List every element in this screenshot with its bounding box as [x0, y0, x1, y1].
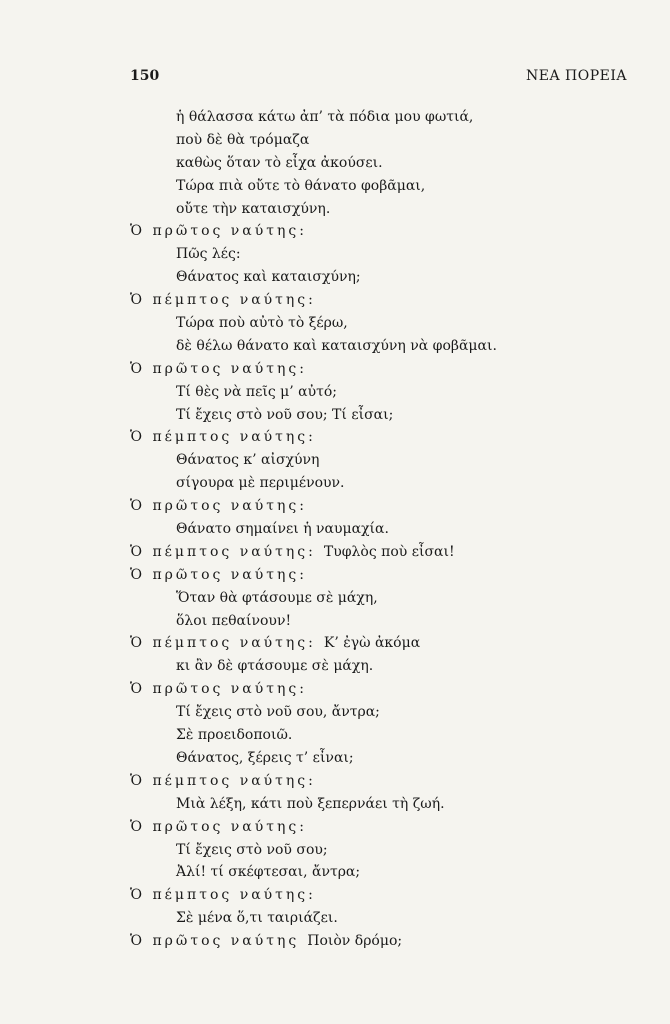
- speaker-line: [130, 289, 627, 312]
- page-number: 150: [130, 68, 160, 84]
- verse-line: Ὅταν θὰ φτάσουμε σὲ μάχη,: [176, 589, 378, 606]
- inline-speech: Τυφλὸς ποὺ εἶσαι!: [323, 543, 455, 560]
- verse-line: Τί ἔχεις στὸ νοῦ σου, ἄντρα;: [176, 704, 380, 721]
- speaker-name: Ὁ πρῶτος ναύτης: [130, 933, 300, 950]
- speaker-line: [130, 816, 627, 839]
- speaker-line: [130, 632, 627, 655]
- speaker-name: Ὁ πέμπτος ναύτης:: [130, 292, 316, 309]
- verse-line: Τί ἔχεις στὸ νοῦ σου; Τί εἶσαι;: [176, 406, 394, 423]
- verse-line: Θάνατος, ξέρεις τ’ εἶναι;: [176, 749, 354, 766]
- speaker-line: [130, 426, 627, 449]
- speaker-name: Ὁ πέμπτος ναύτης:: [130, 429, 316, 446]
- speaker-line: [130, 770, 627, 793]
- verse-line: ἡ θάλασσα κάτω ἀπ’ τὰ πόδια μου φωτιά,: [176, 109, 474, 125]
- speaker-line: [130, 541, 627, 564]
- speaker-line: [130, 930, 627, 953]
- verse-line: Τώρα πιὰ οὔτε τὸ θάνατο φοβᾶμαι,: [176, 177, 426, 194]
- verse-line: Σὲ προειδοποιῶ.: [176, 727, 293, 744]
- speaker-name: Ὁ πρῶτος ναύτης:: [130, 566, 307, 583]
- running-head: ΝΕΑ ΠΟΡΕΙΑ: [526, 68, 627, 84]
- speaker-name: Ὁ πρῶτος ναύτης:: [130, 223, 307, 240]
- verse-line: Ἀλί! τί σκέφτεσαι, ἄντρα;: [176, 864, 361, 881]
- inline-speech: Ποιὸν δρόμο;: [307, 933, 403, 950]
- verse-line: ποὺ δὲ θὰ τρόμαζα: [176, 131, 310, 148]
- verse-line: Τί ἔχεις στὸ νοῦ σου;: [176, 841, 328, 858]
- verse-line: Θάνατος κ’ αἰσχύνη: [176, 452, 320, 469]
- verse-line: Τί θὲς νὰ πεῖς μ’ αὐτό;: [176, 383, 338, 400]
- speaker-line: [130, 678, 627, 701]
- verse-line: σίγουρα μὲ περιμένουν.: [176, 475, 345, 492]
- verse-line: Θάνατος καὶ καταισχύνη;: [176, 269, 361, 286]
- verse-line: Θάνατο σημαίνει ἡ ναυμαχία.: [176, 521, 389, 538]
- dialogue-text: [130, 106, 627, 953]
- page-header: [130, 68, 627, 84]
- verse-line: οὔτε τὴν καταισχύνη.: [176, 200, 331, 217]
- speaker-line: [130, 884, 627, 907]
- verse-line: ὅλοι πεθαίνουν!: [176, 612, 292, 629]
- verse-line: καθὼς ὅταν τὸ εἶχα ἀκούσει.: [176, 154, 383, 171]
- speaker-line: [130, 358, 627, 381]
- speaker-line: [130, 495, 627, 518]
- verse-line: Μιὰ λέξη, κάτι ποὺ ξεπερνάει τὴ ζωή.: [176, 795, 445, 812]
- speaker-name: Ὁ πέμπτος ναύτης:: [130, 772, 316, 789]
- speaker-name: Ὁ πρῶτος ναύτης:: [130, 681, 307, 698]
- verse-line: δὲ θέλω θάνατο καὶ καταισχύνη νὰ φοβᾶμαι.: [176, 337, 497, 354]
- verse-line: Τώρα ποὺ αὐτὸ τὸ ξέρω,: [176, 315, 348, 332]
- speaker-name: Ὁ πέμπτος ναύτης:: [130, 635, 316, 652]
- speaker-line: [130, 564, 627, 587]
- verse-line: Σὲ μένα ὅ,τι ταιριάζει.: [176, 910, 338, 927]
- verse-line: Πῶς λές:: [176, 246, 241, 263]
- speaker-name: Ὁ πρῶτος ναύτης:: [130, 498, 307, 515]
- speaker-name: Ὁ πρῶτος ναύτης:: [130, 818, 307, 835]
- inline-speech: Κ’ ἐγὼ ἀκόμα: [323, 635, 421, 652]
- speaker-name: Ὁ πέμπτος ναύτης:: [130, 543, 316, 560]
- speaker-name: Ὁ πρῶτος ναύτης:: [130, 360, 307, 377]
- speaker-line: [130, 220, 627, 243]
- verse-line: κι ἂν δὲ φτάσουμε σὲ μάχη.: [176, 658, 374, 675]
- speaker-name: Ὁ πέμπτος ναύτης:: [130, 887, 316, 904]
